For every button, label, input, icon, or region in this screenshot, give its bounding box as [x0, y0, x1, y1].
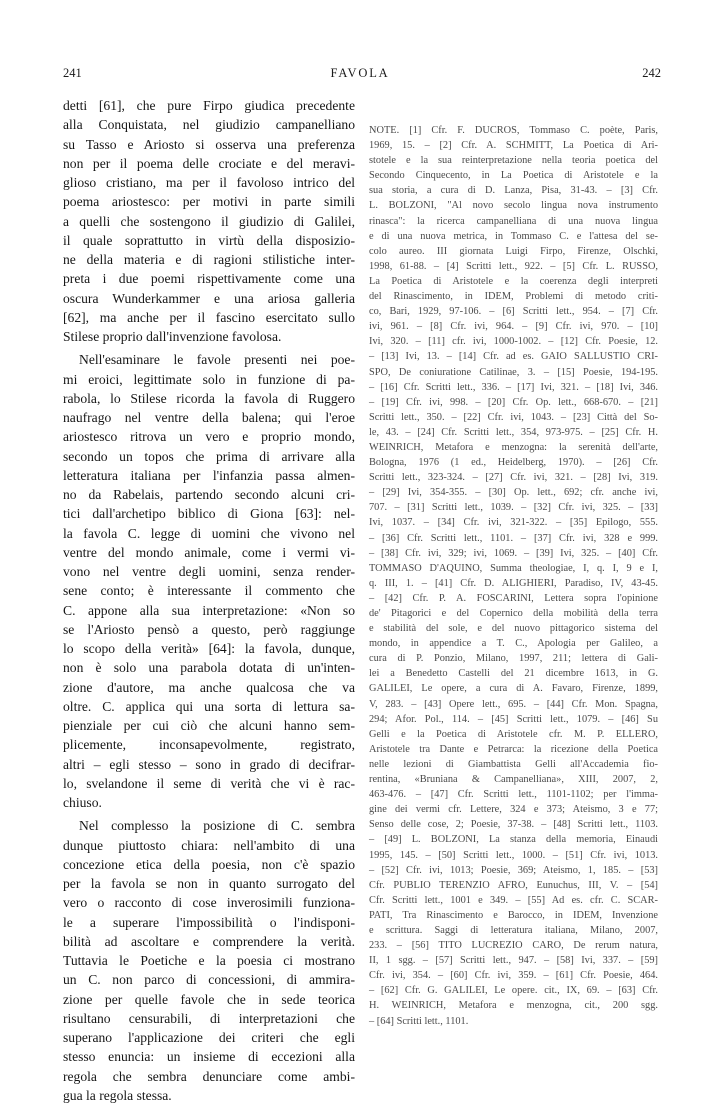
text-line: chiuso. — [63, 795, 102, 810]
note-line: – [64] Scritti lett., 1101. — [369, 1015, 469, 1027]
note-line: PATI, Tra Rinascimento e Barocco, in IDEM, Invenzione — [369, 909, 658, 921]
text-line: vero o racconto di cose inverosimili funziona- — [63, 895, 355, 911]
note-line: e di una nuova metrica, in Tommaso C. e l'attesa del se- — [369, 230, 658, 242]
note-line: H. WEINRICH, Metafora e menzogna, cit., 200 sgg. — [369, 1000, 658, 1012]
text-line: regola che sembra denunciare come ambi- — [63, 1068, 355, 1084]
note-line: GALILEI, Le opere, a cura di A. Favaro, Firenze, 1899, — [369, 683, 658, 695]
note-line: TOMMASO D'AQUINO, Summa theologiae, I, q. I, 9 e I, — [369, 562, 658, 574]
text-line: C. appone alla sua interpretazione: «Non so — [63, 602, 355, 618]
note-line: Scritti lett., 323-324. – [27] Cfr. ivi, 321. – [28] Ivi, 319. — [369, 472, 658, 484]
note-line: – [38] Cfr. ivi, 329; ivi, 1069. – [39] Ivi, 325. – [40] Cfr. — [369, 547, 658, 559]
note-line: Cfr. PUBLIO TERENZIO AFRO, Eunuchus, III, V. – [54] — [369, 879, 658, 891]
text-line: oltre. C. applica qui una sorta di lettura sa- — [63, 698, 355, 714]
note-line: cura di P. Ponzio, Milano, 1997, 211; lettera di Gali- — [369, 653, 658, 665]
note-line: – [36] Cfr. Scritti lett., 1101. – [37] Cfr. ivi, 328 e 999. — [369, 532, 658, 544]
note-line: Ivi, 1037. – [34] Cfr. ivi, 321-322. – [35] Epilogo, 555. — [369, 517, 658, 529]
text-line: gua la regola stessa. — [63, 1087, 172, 1103]
paragraph — [63, 96, 355, 346]
note-line: e stabilità del sole, e del nuovo pittagorico sistema del — [369, 623, 658, 635]
running-title: FAVOLA — [330, 66, 390, 80]
text-line: sene conto; è interessante il commento che — [63, 583, 355, 599]
text-line: un C. non parco di concessioni, di ammira- — [63, 972, 355, 988]
note-line: 1995, 145. – [50] Scritti lett., 1000. – [51] Cfr. ivi, 1013. — [369, 849, 658, 861]
text-line: Nel complesso la posizione di C. sembra — [79, 818, 355, 834]
text-line: secondo un topos che prima di arrivare alla — [63, 448, 355, 464]
page-number-left: 241 — [63, 66, 82, 80]
text-line: risultano censurabili, di interpretazioni che — [63, 1010, 355, 1026]
note-line: Scritti lett., 350. – [22] Cfr. ivi, 1043. – [23] Città del So- — [369, 411, 658, 423]
text-line: la favola C. legge di uomini che vivono nel — [63, 525, 355, 541]
note-line: 707. – [31] Scritti lett., 1039. – [32] Cfr. ivi, 325. – [33] — [369, 502, 658, 514]
text-line: preta i due poemi rispettivamente come una — [63, 271, 355, 287]
text-line: ariostesco ritrova un vero e proprio mondo, — [63, 429, 355, 445]
note-line: SPO, De coniuratione Catilinae, 3. – [15] Poesie, 194-195. — [369, 366, 658, 378]
text-line: non per il poema delle crociate e del meravi- — [63, 155, 355, 171]
note-line: colo aureo. III giornata Luigi Firpo, Firenze, Olschki, — [369, 245, 658, 257]
text-line: tici dall'archetipo biblico di Giona [63]: nel- — [63, 506, 355, 522]
text-line: a quelli che sostengono il giudizio di Galilei, — [63, 213, 355, 229]
text-line: se l'Ariosto pensò a questo, però raggiunge — [63, 621, 355, 637]
text-line: lo, svelandone il seme di verità che vi è rac- — [63, 775, 355, 791]
text-line: poema ariostesco: per motivi in parte simili — [63, 194, 355, 210]
note-line: Cfr. ivi, 354. – [60] Cfr. ivi, 359. – [61] Cfr. Poesie, 464. — [369, 970, 658, 982]
text-line: pienziale per cui ciò che alcuni hanno sem- — [63, 718, 355, 733]
note-line: co, Bari, 1929, 97-106. – [6] Scritti lett., 954. – [7] Cfr. — [369, 306, 658, 318]
note-line: – [13] Ivi, 13. – [14] Cfr. ad es. GAIO SALLUSTIO CRI- — [369, 351, 658, 363]
page-number-right: 242 — [642, 66, 661, 80]
note-line: – [62] Cfr. G. GALILEI, Le opere. cit., IX, 69. – [63] Cfr. — [369, 985, 658, 997]
note-line: gine dei vermi cfr. Lettere, 324 e 373; Ateismo, 3 e 77; — [369, 804, 658, 816]
text-line: naufrago nel ventre della balena; qui l'eroe — [63, 410, 355, 425]
note-line: NOTE. [1] Cfr. F. DUCROS, Tommaso C. poète, Paris, — [369, 125, 658, 136]
note-line: Senso delle cose, 2; Poesie, 37-38. – [48] Scritti lett., 1103. — [369, 819, 658, 831]
text-line: alla Conquistata, nel giudizio campanelliano — [63, 117, 355, 133]
note-line: – [29] Ivi, 354-355. – [30] Op. lett., 692; cfr. anche ivi, — [369, 487, 658, 499]
note-line: del Rinascimento, in IDEM, Problemi di metodo criti- — [369, 291, 658, 303]
text-line: le a superare l'impossibilità o l'indisponi- — [63, 914, 355, 930]
text-line: [62], ma anche per il fascino esercitato sullo — [63, 309, 355, 325]
note-line: Bologna, 1976 (1 ed., Heidelberg, 1970). – [26] Cfr. — [369, 457, 658, 469]
note-line: stotele e la sua reinterpretazione nella teoria poetica del — [369, 155, 658, 167]
text-line: no da Rabelais, partendo secondo alcuni cri- — [63, 487, 355, 502]
paragraph — [63, 816, 355, 1105]
text-line: zione d'autore, ma anche qualcosa che va — [63, 679, 355, 695]
text-line: letteratura italiana per l'infanzia passa almen- — [63, 467, 355, 483]
text-line: bilità ad ascoltare e comprendere la verità. — [63, 933, 355, 949]
note-line: 1969, 15. – [2] Cfr. A. SCHMITT, La Poetica di Ari- — [369, 140, 658, 152]
text-line: plicemente, inconsapevolmente, registrato, — [63, 737, 355, 753]
text-line: concezione etica della poesia, non c'è spazio — [63, 856, 355, 872]
text-line: Stilese proprio dall'invenzione favolosa. — [63, 329, 282, 344]
text-line: stesso enuncia: un insieme di eccezioni alla — [63, 1049, 355, 1065]
text-line: Tuttavia le Poetiche e la poesia ci mostrano — [63, 953, 355, 968]
note-line: sua storia, a cura di D. Lanza, Pisa, 31-43. – [3] Cfr. — [369, 185, 658, 197]
text-line: vono nel ventre degli uomini, senza render- — [63, 564, 355, 579]
note-line: II, 1 sgg. – [57] Scritti lett., 947. – [58] Ivi, 337. – [59] — [369, 955, 658, 967]
note-line: nelle lezioni di Giambattista Gelli all'Accademia fio- — [369, 758, 658, 770]
text-line: glioso cristiano, ma per il favoloso intrico del — [63, 175, 355, 190]
note-line: le, 43. – [24] Cfr. Scritti lett., 354, 973-975. – [25] Cfr. H. — [369, 426, 658, 438]
note-line: Gelli e la Poetica di Aristotele cfr. M. P. ELLERO, — [369, 728, 658, 740]
paragraph — [63, 350, 355, 812]
note-line: de' Pitagorici e del Copernico della mobilità della terra — [369, 608, 658, 619]
text-line: non è solo una parabola dotata di un'inten- — [63, 660, 355, 676]
text-line: rabola, lo Stilese ricorda la favola di Ruggero — [63, 390, 355, 406]
text-line: Nell'esaminare le favole presenti nei poe- — [79, 352, 355, 368]
text-line: zione per quelle favole che in sede teorica — [63, 991, 355, 1007]
text-line: ventre del mondo animale, come i vermi vi- — [63, 544, 355, 560]
main-text-column — [63, 96, 355, 1109]
note-line: V, 283. – [43] Opere lett., 695. – [44] Cfr. Mon. Spagna, — [369, 698, 658, 710]
note-line: lei a Benedetto Castelli del 21 dicembre 1613, in G. — [369, 668, 658, 680]
text-line: su Tasso e Ariosto si osserva una preferenza — [63, 136, 355, 152]
note-line: La Poetica di Aristotele e la coerenza degli interpreti — [369, 275, 658, 287]
text-line: il quale soprattutto in virtù della disposizio- — [63, 232, 355, 248]
note-line: rinasca": la ricerca campanelliana di una nuova lingua — [369, 215, 658, 227]
note-line: – [16] Cfr. Scritti lett., 336. – [17] Ivi, 321. – [18] Ivi, 346. — [369, 381, 658, 393]
text-line: ne della materia e di ragioni stilistiche inter- — [63, 252, 355, 267]
note-line: 463-476. – [47] Cfr. Scritti lett., 1101-1102; per l'imma- — [369, 789, 658, 801]
note-line: rentina, «Bruniana & Campanelliana», XIII, 2007, 2, — [369, 774, 658, 786]
text-line: altri – egli stesso – sono in grado di decifrar- — [63, 756, 355, 772]
note-line: – [49] L. BOLZONI, La stanza della memoria, Einaudi — [369, 834, 658, 846]
note-line: Secondo Cinquecento, in La Poetica di Aristotele e la — [369, 170, 658, 182]
note-line: Ivi, 320. – [11] cfr. ivi, 1000-1002. – [12] Cfr. Poesie, 12. — [369, 336, 658, 348]
note-line: WEINRICH, Metafora e menzogna: la serenità dell'arte, — [369, 441, 658, 453]
text-line: superano l'applicazione dei criteri che egli — [63, 1030, 355, 1045]
text-line: per la favola se non in quanto surrogato del — [63, 876, 355, 891]
note-line: 1998, 61-88. – [4] Scritti lett., 922. – [5] Cfr. L. RUSSO, — [369, 260, 658, 272]
text-line: oscura Wunderkammer e una ariosa galleria — [63, 290, 355, 306]
note-line: Cfr. Scritti lett., 1001 e 349. – [55] Ad es. cfr. C. SCAR- — [369, 894, 658, 906]
text-line: dunque piuttosto chiara: nell'ambito di una — [63, 837, 355, 853]
note-line: q. III, 1. – [41] Cfr. D. ALIGHIERI, Paradiso, IV, 43-45. — [369, 577, 658, 589]
note-line: Aristotele tra Dante e Petrarca: la ricezione della Poetica — [369, 743, 658, 755]
text-line: detti [61], che pure Firpo giudica precedente — [63, 98, 355, 113]
note-line: – [19] Cfr. ivi, 998. – [20] Cfr. Op. lett., 668-670. – [21] — [369, 396, 658, 408]
note-line: 294; Afor. Pol., 114. – [45] Scritti lett., 1079. – [46] Su — [369, 713, 658, 725]
note-line: ivi, 961. – [8] Cfr. ivi, 964. – [9] Cfr. ivi, 970. – [10] — [369, 321, 658, 333]
note-line: 233. – [56] TITO LUCREZIO CARO, De rerum natura, — [369, 940, 658, 952]
notes-column — [369, 123, 658, 1029]
note-line: mondo, in appendice a T. C., Apologia per Galileo, a — [369, 638, 658, 650]
note-line: L. BOLZONI, "Al novo secolo lingua nova instrumento — [369, 200, 658, 212]
note-line: – [42] Cfr. P. A. FOSCARINI, Lettera sopra l'opinione — [369, 592, 658, 604]
note-line: e scrittura. Saggi di letteratura italiana, Milano, 2007, — [369, 924, 658, 936]
text-line: mi eroici, legittimate solo in funzione di pa- — [63, 371, 355, 387]
text-line: lo scopo della verità» [64]: la favola, dunque, — [63, 641, 355, 656]
note-line: – [52] Cfr. ivi, 1013; Poesie, 369; Ateismo, 1, 185. – [53] — [369, 864, 658, 876]
